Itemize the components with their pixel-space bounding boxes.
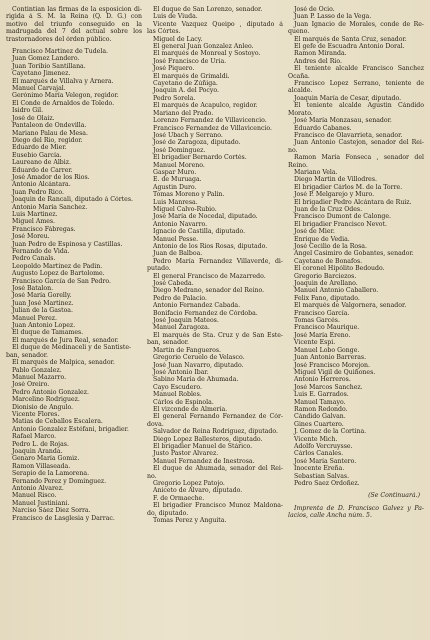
signature-line: Cayetano de Zúñiga. [153, 80, 218, 88]
signature-line: El duque de Ahumada, senador del Rei- [153, 465, 283, 473]
signature-line: Pedro Sorela. [153, 94, 196, 102]
signature-line: Juan P. Lasso de la Vega. [294, 13, 372, 21]
signature-line: José Ubach y Serrano. [153, 131, 223, 139]
signature-line: El brigadier Cárlos M. de la Torre. [294, 183, 403, 191]
signature-line: Cárlos de Espinola. [153, 398, 214, 406]
signature-line: dova. [147, 420, 164, 428]
signature-line: Tomas Moreno y Palin. [153, 191, 225, 199]
signature-line: Juan Pedro de Espinosa y Castillas. [12, 240, 123, 248]
signature-line: Eduardo Cabanes. [294, 124, 352, 132]
signature-line: Joaquin de Rancali, diputado á Córtes. [12, 196, 133, 204]
signature-line: El marqués de Santa Cruz, senador. [294, 35, 407, 43]
signature-line: José María de Nocedal, diputado. [153, 213, 258, 221]
signature-line: Mariano Palau de Mesa. [12, 129, 88, 137]
signature-line: Francisco Dumont de Calonge. [294, 213, 391, 221]
signature-line: Pantaleon de Ondevilla. [12, 122, 87, 130]
signature-line: Juan de Balboa. [153, 250, 203, 258]
signature-line: Francisco de Lasglesia y Darrac. [12, 514, 115, 522]
signature-line: El duque de Tamames. [12, 329, 84, 337]
signature-line: Vicente Vazquez Queipo , diputado á [153, 20, 283, 28]
signature-line: Joaquin de Arellano. [294, 280, 358, 288]
signature-line: Bonifacio Fernandez de Córdoba. [153, 309, 258, 317]
signature-line: Antonio Gonzalez Estéfani, brigadier. [12, 425, 129, 433]
signature-line: Felix Fano, diputado. [294, 294, 360, 302]
signature-line: Gregorio Lopez Patojo. [153, 480, 225, 487]
signature-line: José Cabeda. [153, 280, 194, 288]
signature-line: José Cecilio de la Rosa. [294, 243, 367, 250]
signature-line: Mariano del Prado. [153, 109, 214, 117]
signature-line: El general Juan Gonzalez Anleo. [153, 43, 254, 51]
signature-line: Laureano de Albiz. [12, 159, 71, 167]
signature-line: El general Francisco de Mazarredo. [153, 272, 266, 280]
signature-line: Ramon Miranda. [294, 50, 347, 58]
signature-line: José de Mier. [294, 228, 335, 236]
signature-line: José Juan Navarro, diputado. [153, 361, 244, 369]
signature-line: Genaro María Gomiz. [12, 455, 80, 463]
signature-line: Antonio María Sanchez. [12, 203, 88, 211]
signature-line: F. de Ormaeche. [153, 494, 205, 502]
signature-line: Diego Lopez Ballesteros, diputado. [153, 435, 263, 443]
signature-line: Francisco García de San Pedro. [12, 277, 111, 285]
signature-line: Vicente Flores. [12, 410, 60, 418]
signature-line: Luis Martinez. [12, 210, 58, 218]
signature-line: Juan Toribio Santillana. [12, 62, 86, 70]
signature-line: José de Olaiz. [12, 114, 55, 122]
signature-line: Gregorio Barciezos. [294, 272, 357, 280]
signature-line: Julian de la Gastoa. [12, 307, 73, 315]
signature-line: José de Ocio. [294, 6, 335, 13]
signature-line: Leopoldo Martinez de Padin. [12, 262, 103, 270]
signature-line: El marqués de Jura Real, senador. [12, 336, 119, 344]
signature-line: Juan Gomez Landero. [12, 55, 80, 63]
signature-line: Diego del Rio, regidor. [12, 136, 83, 144]
signature-line: José María Ereno. [294, 331, 351, 339]
signature-line: Juan Antonio Lopez. [12, 322, 76, 330]
signature-line: Luis Manresa. [153, 198, 198, 206]
signature-line: Ocaña. [288, 72, 310, 80]
signature-line: Dionisio de Angulo. [12, 403, 74, 411]
signature-line: Cayetano Jimenez. [12, 70, 71, 78]
signature-line: Juan Pedro Rico. [12, 188, 64, 196]
signature-line: El marqués de Acapulco, regidor. [153, 102, 258, 110]
signature-line: ban, senador. [6, 351, 49, 359]
signature-line: Ramon María Fonseca , senador del [294, 154, 424, 162]
signature-line: El duque de Medinaceli y de Santiste- [12, 344, 132, 352]
signature-line: Pedro de Palacio. [153, 294, 208, 302]
signature-line: Miguel Vigil de Quiñones. [294, 368, 376, 376]
signature-line: Ignacio de Castilla, diputado. [153, 228, 246, 236]
signature-line: Morato. [288, 109, 313, 117]
signature-line: Manuel Carvajal. [12, 85, 66, 93]
signature-line: El marqués de Valgornera, senador. [294, 302, 407, 310]
signature-line: Agustin Duro. [153, 183, 197, 191]
signature-line: Joaquin María de Cesar, diputado. [294, 94, 402, 102]
signature-line: Manuel Pesse. [153, 235, 199, 243]
signature-line: Manuel Lobo Gonge. [294, 346, 360, 354]
signature-line: José Oreiro. [12, 381, 50, 389]
signature-line: E. de Muruaga. [153, 176, 202, 184]
signature-line: Inocente Ereña. [294, 465, 345, 473]
signature-line: Mariano Vela. [294, 168, 338, 176]
signature-line: El brigadier Pedro Alcántara de Ruiz. [294, 198, 412, 206]
signature-line: Joaquin A. del Pocyo. [153, 87, 219, 95]
signature-line: El marqués de Sta. Cruz y de San Este- [153, 331, 283, 339]
signature-line: Eusebio García. [12, 151, 62, 159]
signature-line: Sebastian Salvas. [294, 472, 350, 480]
signature-line: El vizconde de Almería. [153, 405, 228, 413]
signature-line: Gregorio Ceruelo de Velasco. [153, 354, 245, 362]
signature-line: Manuel Fernandez de Inestrosa. [153, 457, 255, 465]
signature-line: José María Santero. [294, 457, 357, 465]
signature-line: El marqués de Malpica, senador. [12, 359, 115, 367]
signature-line: El teniente alcalde Agustin Cándido [294, 102, 424, 110]
signature-line: Antonio Fernandez Cabada. [153, 302, 241, 310]
signature-line: las Córtes. [147, 28, 181, 36]
signature-line: Andres del Rio. [294, 57, 342, 65]
signature-line: Juan Antonio Castejon, senador del Rei- [294, 139, 424, 147]
signature-line: Luis de Viuda. [153, 13, 198, 21]
signature-line: Augusto Lopez de Bartolome. [12, 270, 105, 278]
column-right [288, 6, 424, 524]
signature-line: Matias de Ceballos Escalera. [12, 418, 103, 426]
signature-line: El marqués de Grimaldi. [153, 72, 230, 80]
signature-line: El coronel Hipólito Bedoudo. [294, 265, 385, 273]
signature-line: Francisco de Olavarrieta, senador. [294, 131, 403, 139]
signature-line: José Francisco Morejon. [294, 361, 370, 369]
signature-line: lacios, calle Ancha núm. 5. [288, 512, 372, 520]
signature-line: El brigadier Francisco Nevot. [294, 220, 387, 228]
signature-line: José Amador de los Rios. [12, 173, 90, 181]
signature-line: Enrique de Vedia. [294, 235, 350, 243]
signature-line: Manuel Robles. [153, 391, 202, 399]
signature-line: José María Gorelly. [12, 292, 72, 300]
signature-line: Francisco Maurique. [294, 324, 360, 332]
signature-line: Manuel Risco. [12, 492, 57, 500]
signature-line: Luis E. Garrados. [294, 391, 349, 399]
signature-line: Pablo Gonzalez. [12, 366, 62, 374]
signature-line: Antonio Herreros. [294, 376, 351, 384]
signature-line: Narciso Sáez Diez Sorra. [12, 507, 91, 515]
signature-line: Juan Antonio Barreras. [294, 354, 367, 362]
signature-line: Ramon Villaseada. [12, 462, 71, 470]
signature-line: El marqués de Monreal y Sostoyo. [153, 50, 261, 58]
signature-line: Vicente Mich. [294, 435, 338, 443]
signature-line: Manuel Mazarro. [12, 373, 67, 381]
signature-line: El brigadier Manuel de Stárico. [153, 442, 253, 450]
signature-line: El brigadier Bernardo Cortés. [153, 154, 247, 162]
signature-line: Francisco García. [294, 309, 350, 317]
signature-line: Antonio Navarro. [153, 220, 208, 228]
signature-line: Manuel Antonio Caballero. [294, 287, 379, 295]
signature-line: Manuel Perez. [12, 314, 57, 322]
signature-line: Lorenzo Fernandez de Villavicencio. [153, 117, 267, 125]
signature-line: Miguel Calvo-Rubio. [153, 205, 217, 213]
signature-line: motivo del triunfo conseguido en la [6, 20, 142, 28]
signature-line: Antonio Alvarez. [12, 485, 64, 492]
signature-line: queno. [288, 28, 310, 36]
signature-line: Isidro Gil. [12, 107, 44, 115]
signature-line: rigida á S. M. la Reina (Q. D. G.) con [6, 13, 142, 21]
signature-line: Angel Casimiro de Gobantes, senador. [294, 250, 414, 258]
signature-line: José Antonio Ibar. [153, 368, 209, 376]
signature-line: Pedro Saez Ordoñez. [294, 480, 360, 487]
signature-line: madrugada del 7 del actual sobre los [6, 28, 142, 36]
signature-line: alcalde. [288, 87, 313, 95]
signature-line: José P. Melgarejo y Muro. [294, 191, 375, 199]
signature-line: Gerónimo María Velegon, regidor. [12, 92, 119, 100]
signature-line: Antonio de los Rios Rosas, diputado. [153, 243, 268, 250]
signature-line: José Moreu. [12, 233, 50, 241]
signature-line: El Conde de Arnaldos de Toledo. [12, 99, 115, 107]
signature-line: Vicente Espi. [294, 339, 336, 347]
signature-line: Eduardo de Carrer. [12, 166, 73, 174]
signature-line: Justo Pastor Alvarez. [153, 450, 219, 458]
signature-line: Eduardo de Mier. [12, 144, 67, 152]
signature-line: Juan de la Cruz Odes. [294, 205, 363, 213]
signature-line: (Se Continuará.) [368, 492, 420, 500]
signature-line: Fernando de Vida. [12, 248, 70, 255]
signature-line: El duque de San Lorenzo, senador. [153, 6, 263, 13]
signature-line: Martin de Fangueros. [153, 346, 221, 354]
signature-line: José Francisco de Uria. [153, 57, 227, 65]
signature-line: Gaspar Muro. [153, 168, 197, 176]
signature-line: Diego Martin de Villodres. [294, 176, 377, 184]
signature-line: Imprenta de D. Francisco Galvez y Pa- [294, 504, 424, 512]
signature-line: Juan José Martinez. [12, 299, 74, 307]
signature-line: Pedro Antonio Gonzalez. [12, 388, 89, 396]
signature-line: Cayetano de Bonafos. [294, 257, 363, 265]
signature-line: Juan Ignacio de Morales, conde de Re- [294, 20, 424, 28]
signature-line: Ramon Redondo. [294, 405, 348, 413]
signature-line: Diego Medrano, senador del Reino. [153, 287, 265, 295]
signature-line: Manuel Tamayo. [294, 398, 346, 406]
signature-line: José Batalon. [12, 285, 54, 293]
signature-line: Cándido Galvan. [294, 413, 346, 421]
signature-line: Salvador de Reina Rodriguez, diputado. [153, 428, 278, 436]
signature-line: Francisco Lopez Serrano, teniente de [294, 80, 424, 88]
signature-line: El marqués de Villalva y Arnera. [12, 77, 114, 85]
signature-line: Gines Cuartero. [294, 420, 344, 428]
signature-line: Antonio Alcántara. [12, 181, 71, 189]
signature-line: Serapio de la Lamorena. [12, 470, 90, 478]
signature-line: Tomas Perez y Anguita. [153, 517, 227, 525]
signature-line: Aniceto de Alvaro, diputado. [153, 487, 243, 495]
signature-line: José de Zaragoza, diputado. [153, 139, 241, 147]
signature-line: José María Monzasau, senador. [294, 117, 392, 125]
signature-line: Miguel Ames. [12, 218, 56, 226]
signature-line: trastornadores del órden público. [6, 35, 112, 43]
signature-columns [6, 6, 424, 524]
signature-line: Manuel Justiniani. [12, 499, 70, 507]
signature-line: Francisco Martinez de Tudela. [12, 48, 108, 56]
signature-line: José Marcos Sanchez. [294, 383, 363, 391]
signature-line: Pedro L. de Rojas. [12, 440, 69, 448]
signature-line: J. Gomez de la Cortina. [294, 428, 367, 436]
signature-line: Francisco Fábregas. [12, 225, 76, 233]
signature-line: Marcelino Rodriguez. [12, 396, 80, 404]
signature-line: José Joaquin Mateos. [153, 317, 219, 325]
column-left [6, 6, 142, 524]
signature-line: Adolfo Vercruysse. [294, 442, 353, 450]
signature-line: putado. [147, 265, 171, 273]
signature-line: Contintian las firmas de la esposicion di- [12, 6, 142, 13]
signature-line: no. [147, 472, 157, 480]
signature-line: no. [288, 146, 298, 154]
signature-line: ban, senador. [147, 339, 190, 347]
signature-line: Cayo Escudero. [153, 383, 202, 391]
signature-line: Francisco Fernandez de Villavicencio. [153, 124, 272, 132]
signature-line: Tomas Garcés. [294, 317, 340, 325]
signature-line: Manuel Zaragoza. [153, 324, 210, 332]
signature-line: El general Fernando Fernandez de Cór- [153, 413, 283, 421]
signature-line: Miguel de Lacy. [153, 35, 203, 43]
signature-line: Sabino María de Ahumada. [153, 376, 239, 384]
signature-line: Cárlos Canales. [294, 450, 344, 458]
column-middle [147, 6, 283, 524]
signature-line: Joaquin Aranda. [12, 447, 63, 455]
signature-line: El brigadier Francisco Munoz Maldona- [153, 502, 283, 510]
signature-line: Manuel Moreno. [153, 161, 205, 169]
signature-line: Reino. [288, 161, 308, 169]
signature-line: José Piquero. [153, 65, 195, 73]
signature-line: El teniente alcalde Francisco Sanchez [294, 65, 424, 73]
signature-line: Fernando Perez y Dominguez. [12, 477, 107, 485]
signature-line: José Dominguez. [153, 146, 206, 154]
signature-line: do, diputado. [147, 509, 189, 517]
signature-line: Pedro Canals. [12, 255, 56, 263]
signature-line: El gefe de Escuadra Antonio Doral. [294, 43, 405, 51]
signature-line: Pedro María Fernandez Villaverde, di- [153, 257, 283, 265]
signature-line: Rafael Marco. [12, 433, 57, 441]
